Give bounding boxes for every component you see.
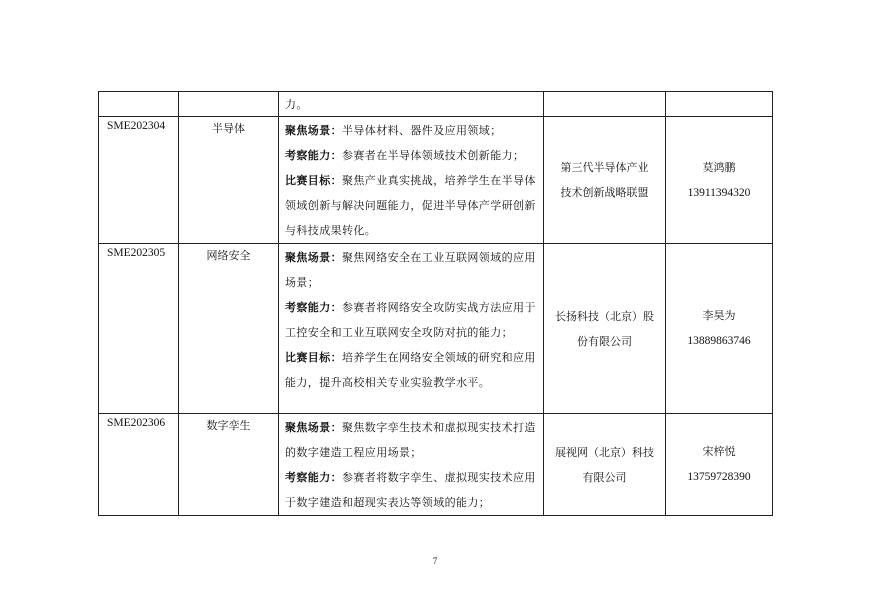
item-text: 参赛者将数字孪生、虚拟现实技术应用于数字建造和超现实表达等领域的能力； — [285, 471, 536, 509]
content-item — [285, 118, 539, 143]
content-item — [285, 415, 539, 465]
content-cell — [279, 414, 544, 516]
content-tail: 力。 — [285, 98, 308, 111]
item-label: 聚焦场景： — [285, 124, 342, 137]
item-text: 半导体材料、器件及应用领域； — [342, 124, 502, 137]
row-id: SME202304 — [99, 117, 179, 244]
org-line: 长扬科技（北京）股 — [555, 309, 654, 323]
contact-name: 李昊为 — [702, 309, 736, 322]
table-row — [99, 117, 773, 244]
item-label: 考察能力： — [285, 301, 342, 314]
contact-phone: 13911394320 — [687, 186, 751, 199]
row-name: 网络安全 — [179, 244, 279, 414]
org-line: 展视网（北京）科技 — [555, 445, 654, 459]
row-name: 半导体 — [179, 117, 279, 244]
org-cell — [544, 92, 666, 117]
item-label: 聚焦场景： — [285, 421, 342, 434]
table-row — [99, 414, 773, 516]
competition-table — [98, 91, 773, 516]
org-cell — [544, 414, 666, 516]
contact-phone: 13889863746 — [687, 335, 751, 347]
row-id: SME202305 — [99, 244, 179, 414]
content-item — [285, 168, 539, 243]
content-item — [285, 143, 539, 168]
org-cell — [544, 244, 666, 414]
contact-cell — [666, 92, 773, 117]
content-cell — [279, 117, 544, 244]
org-cell — [544, 117, 666, 244]
id-cell — [99, 92, 179, 117]
content-item — [285, 465, 539, 515]
contact-phone: 13759728390 — [687, 471, 751, 483]
item-text: 聚焦网络安全在工业互联网领域的应用场景； — [285, 251, 536, 289]
item-text: 聚焦数字孪生技术和虚拟现实技术打造的数字建造工程应用场景； — [285, 421, 536, 459]
content-cell — [279, 244, 544, 414]
content-item — [285, 245, 539, 295]
item-label: 聚焦场景： — [285, 251, 342, 264]
row-id: SME202306 — [99, 414, 179, 516]
item-text: 参赛者在半导体领域技术创新能力； — [342, 149, 525, 162]
table-row — [99, 92, 773, 117]
table-row — [99, 244, 773, 414]
item-label: 比赛目标： — [285, 174, 342, 187]
org-line: 第三代半导体产业 — [560, 161, 649, 174]
item-text: 聚焦产业真实挑战，培养学生在半导体领域创新与解决问题能力，促进半导体产学研创新与科技成果转化。 — [285, 174, 536, 237]
content-item — [285, 295, 539, 345]
contact-cell — [666, 414, 773, 516]
item-text: 参赛者将网络安全攻防实战方法应用于工控安全和工业互联网安全攻防对抗的能力； — [285, 301, 536, 339]
content-cell — [279, 92, 544, 117]
page-number: 7 — [432, 556, 438, 566]
contact-cell — [666, 117, 773, 244]
org-line: 份有限公司 — [577, 334, 632, 348]
item-label: 考察能力： — [285, 471, 342, 484]
item-text: 培养学生在网络安全领域的研究和应用能力，提升高校相关专业实验教学水平。 — [285, 351, 536, 389]
name-cell — [179, 92, 279, 117]
content-item — [285, 345, 539, 395]
contact-name: 莫鸿鹏 — [702, 160, 736, 174]
contact-cell — [666, 244, 773, 414]
org-line: 有限公司 — [582, 470, 627, 484]
contact-name: 宋梓悦 — [702, 445, 736, 458]
org-line: 技术创新战略联盟 — [560, 186, 649, 199]
item-label: 比赛目标： — [285, 351, 342, 364]
row-name: 数字孪生 — [179, 414, 279, 516]
item-label: 考察能力： — [285, 149, 342, 162]
